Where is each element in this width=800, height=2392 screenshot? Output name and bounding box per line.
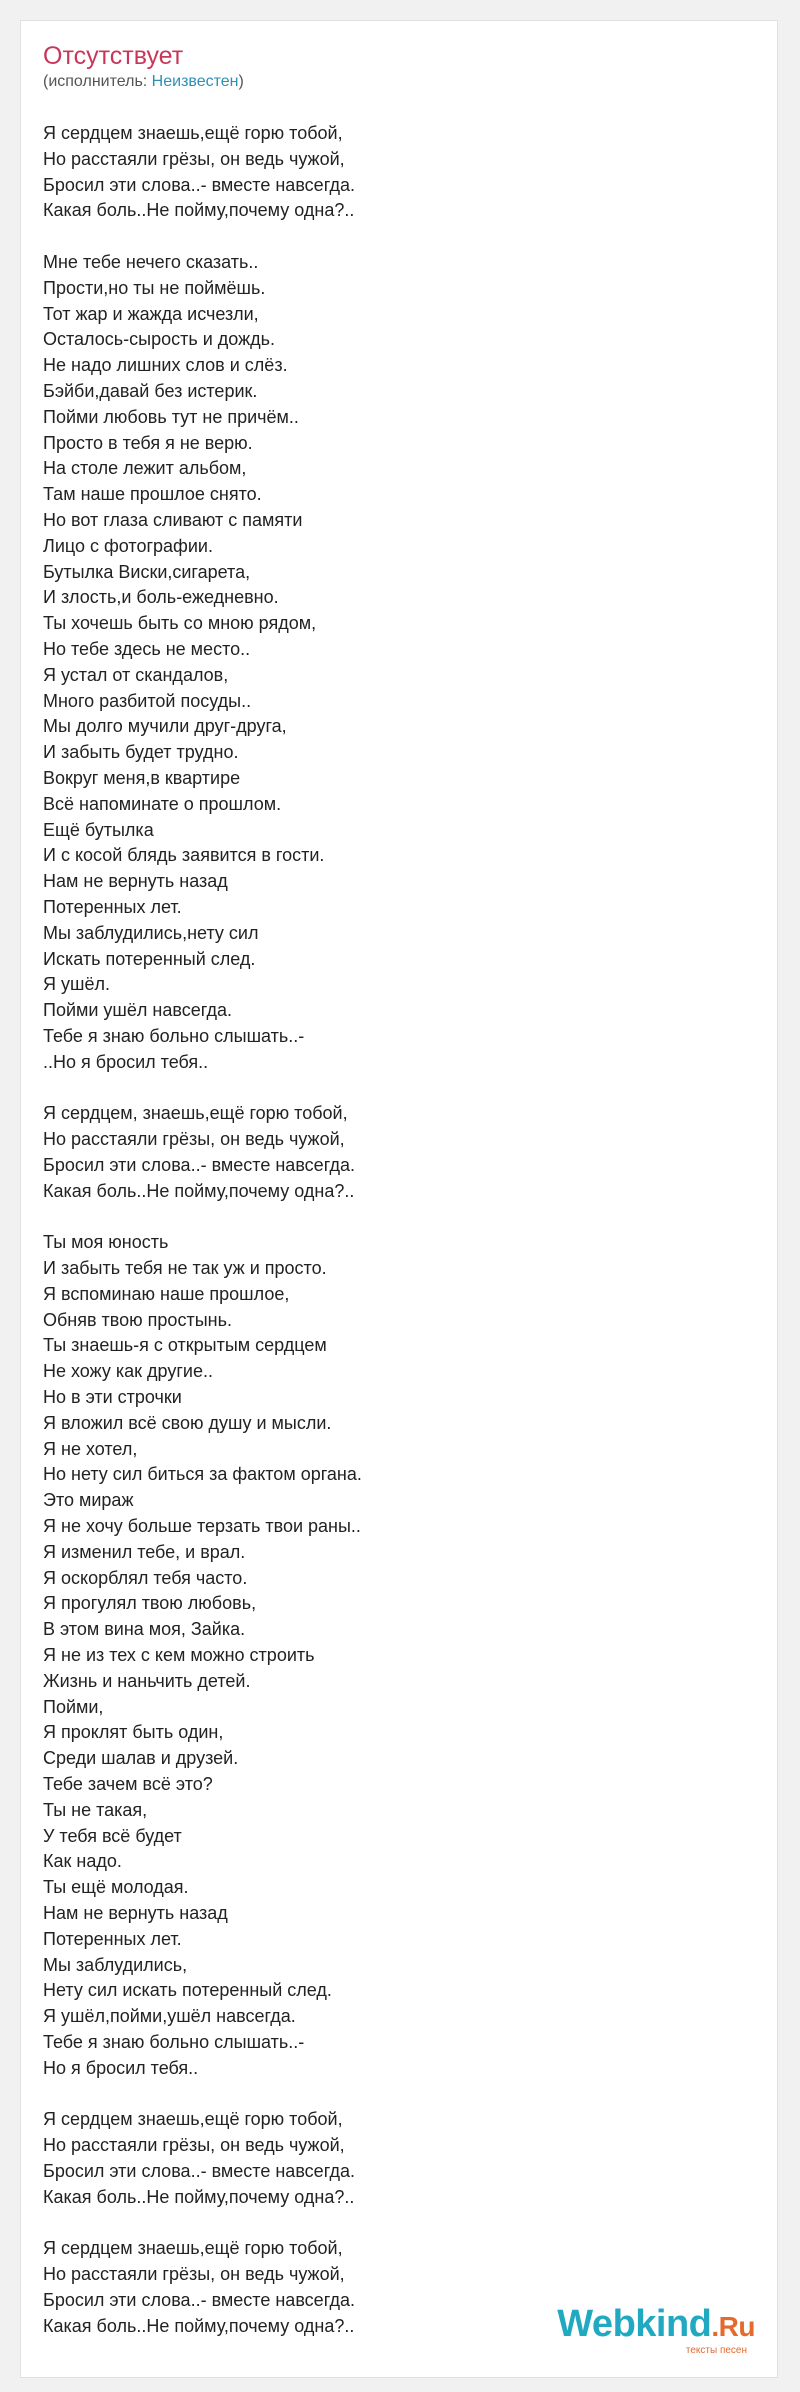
lyric-line: Искать потеренный след. xyxy=(43,948,256,969)
artist-suffix: ) xyxy=(238,73,244,90)
stanza-break xyxy=(43,1075,743,1101)
lyric-line: Много разбитой посуды.. xyxy=(43,690,252,711)
lyric-line: Не надо лишних слов и слёз. xyxy=(43,355,288,376)
lyric-line: Ты знаешь-я с открытым сердцем xyxy=(43,1335,327,1356)
lyric-line: Какая боль..Не пойму,почему одна?.. xyxy=(43,2315,355,2336)
lyric-line: Нам не вернуть назад xyxy=(43,1902,228,1923)
lyrics-text xyxy=(43,121,743,2340)
lyric-line: Но в эти строчки xyxy=(43,1387,182,1408)
lyric-line: Ты ещё молодая. xyxy=(43,1877,189,1898)
artist-prefix: (исполнитель: xyxy=(43,73,152,90)
lyric-line: Я изменил тебе, и врал. xyxy=(43,1541,246,1562)
brand-tagline: тексты песен xyxy=(685,2345,747,2356)
lyric-line: Я сердцем знаешь,ещё горю тобой, xyxy=(43,2238,343,2259)
lyric-line: Осталось-сырость и дождь. xyxy=(43,329,276,350)
lyric-line: Я вложил всё свою душу и мысли. xyxy=(43,1412,332,1433)
lyric-line: Бросил эти слова..- вместе навсегда. xyxy=(43,1154,355,1175)
lyric-line: Тебе я знаю больно слышать..- xyxy=(43,2031,305,2052)
lyric-line: Нам не вернуть назад xyxy=(43,871,228,892)
song-title: Отсутствует xyxy=(43,42,184,70)
lyric-line: Я сердцем, знаешь,ещё горю тобой, xyxy=(43,1103,348,1124)
lyric-line: Жизнь и наньчить детей. xyxy=(43,1670,251,1691)
lyric-line: Там наше прошлое снято. xyxy=(43,484,262,505)
lyric-line: Я не хочу больше терзать твои раны.. xyxy=(43,1516,361,1537)
lyric-line: Но тебе здесь не место.. xyxy=(43,638,251,659)
lyric-line: Это мираж xyxy=(43,1490,134,1511)
lyric-line: Бросил эти слова..- вместе навсегда. xyxy=(43,2160,355,2181)
lyric-line: Но нету сил биться за фактом органа. xyxy=(43,1464,362,1485)
lyric-line: У тебя всё будет xyxy=(43,1825,182,1846)
lyric-line: Бэйби,давай без истерик. xyxy=(43,380,258,401)
lyric-line: Мы долго мучили друг-друга, xyxy=(43,716,287,737)
lyric-line: Ещё бутылка xyxy=(43,819,154,840)
lyric-line: Я не хотел, xyxy=(43,1438,138,1459)
lyric-line: Но расстаяли грёзы, он ведь чужой, xyxy=(43,148,345,169)
stanza-break xyxy=(43,2211,743,2237)
lyric-line: Бросил эти слова..- вместе навсегда. xyxy=(43,2289,355,2310)
lyric-line: Ты моя юность xyxy=(43,1232,169,1253)
lyric-line: И с косой блядь заявится в гости. xyxy=(43,845,325,866)
lyric-line: Всё напоминате о прошлом. xyxy=(43,793,282,814)
lyric-line: Тот жар и жажда исчезли, xyxy=(43,303,259,324)
lyric-line: Но расстаяли грёзы, он ведь чужой, xyxy=(43,1129,345,1150)
lyric-line: Я сердцем знаешь,ещё горю тобой, xyxy=(43,2109,343,2130)
lyric-line: Я ушёл,пойми,ушёл навсегда. xyxy=(43,2006,296,2027)
lyric-line: На столе лежит альбом, xyxy=(43,458,247,479)
lyric-line: Какая боль..Не пойму,почему одна?.. xyxy=(43,200,355,221)
lyric-line: Мне тебе нечего сказать.. xyxy=(43,251,259,272)
lyric-line: Тебе я знаю больно слышать..- xyxy=(43,1025,305,1046)
lyric-line: Какая боль..Не пойму,почему одна?.. xyxy=(43,2186,355,2207)
lyric-line: Пойми любовь тут не причём.. xyxy=(43,406,299,427)
lyric-line: Но вот глаза сливают с памяти xyxy=(43,509,303,530)
lyric-line: Вокруг меня,в квартире xyxy=(43,767,241,788)
stanza-break xyxy=(43,1204,743,1230)
lyric-line: Тебе зачем всё это? xyxy=(43,1774,213,1794)
lyric-line: И забыть тебя не так уж и просто. xyxy=(43,1258,327,1279)
lyric-line: Но я бросил тебя.. xyxy=(43,2057,199,2078)
brand-wordmark xyxy=(557,2304,755,2347)
lyric-line: Но расстаяли грёзы, он ведь чужой, xyxy=(43,2264,345,2285)
lyric-line: В этом вина моя, Зайка. xyxy=(43,1619,246,1640)
lyric-line: Я ушёл. xyxy=(43,974,110,995)
stanza-break xyxy=(43,224,743,250)
lyric-line: И злость,и боль-ежедневно. xyxy=(43,587,279,608)
brand-logo[interactable] xyxy=(557,2304,755,2357)
stanza-break xyxy=(43,2082,743,2108)
lyric-line: Потеренных лет. xyxy=(43,896,182,917)
lyrics-card xyxy=(20,20,778,2378)
artist-link[interactable]: Неизвестен xyxy=(151,73,239,90)
lyric-line: Но расстаяли грёзы, он ведь чужой, xyxy=(43,2135,345,2156)
lyric-line: И забыть будет трудно. xyxy=(43,742,239,763)
lyric-line: Я не из тех с кем можно строить xyxy=(43,1645,315,1666)
lyric-line: Я устал от скандалов, xyxy=(43,664,229,685)
lyric-line: Обняв твою простынь. xyxy=(43,1309,232,1330)
brand-name: Webkind xyxy=(557,2303,712,2345)
lyric-line: Среди шалав и друзей. xyxy=(43,1748,239,1769)
lyric-line: Просто в тебя я не верю. xyxy=(43,432,253,453)
lyric-line: Бросил эти слова..- вместе навсегда. xyxy=(43,174,355,195)
lyric-line: Пойми, xyxy=(43,1696,104,1717)
lyric-line: Лицо с фотографии. xyxy=(43,535,213,556)
lyric-line: Потеренных лет. xyxy=(43,1928,182,1949)
lyric-line: Мы заблудились,нету сил xyxy=(43,922,259,943)
lyric-line: Я прогулял твою любовь, xyxy=(43,1593,257,1614)
lyric-line: Ты не такая, xyxy=(43,1799,148,1820)
lyric-line: Пойми ушёл навсегда. xyxy=(43,1000,232,1021)
lyric-line: Я сердцем знаешь,ещё горю тобой, xyxy=(43,123,343,143)
lyric-line: Какая боль..Не пойму,почему одна?.. xyxy=(43,1180,355,1201)
lyric-line: Бутылка Виски,сигарета, xyxy=(43,561,251,582)
lyric-line: Мы заблудились, xyxy=(43,1954,188,1975)
lyric-line: Я оскорблял тебя часто. xyxy=(43,1567,248,1588)
lyric-line: ..Но я бросил тебя.. xyxy=(43,1051,209,1072)
lyric-line: Нету сил искать потеренный след. xyxy=(43,1980,332,2001)
brand-tld: .Ru xyxy=(711,2311,755,2342)
lyric-line: Не хожу как другие.. xyxy=(43,1361,213,1382)
artist-line xyxy=(43,72,244,92)
lyric-line: Я проклят быть один, xyxy=(43,1722,224,1743)
lyric-line: Прости,но ты не поймёшь. xyxy=(43,277,266,298)
lyric-line: Ты хочешь быть со мною рядом, xyxy=(43,613,317,634)
lyric-line: Я вспоминаю наше прошлое, xyxy=(43,1283,290,1304)
lyric-line: Как надо. xyxy=(43,1851,122,1872)
